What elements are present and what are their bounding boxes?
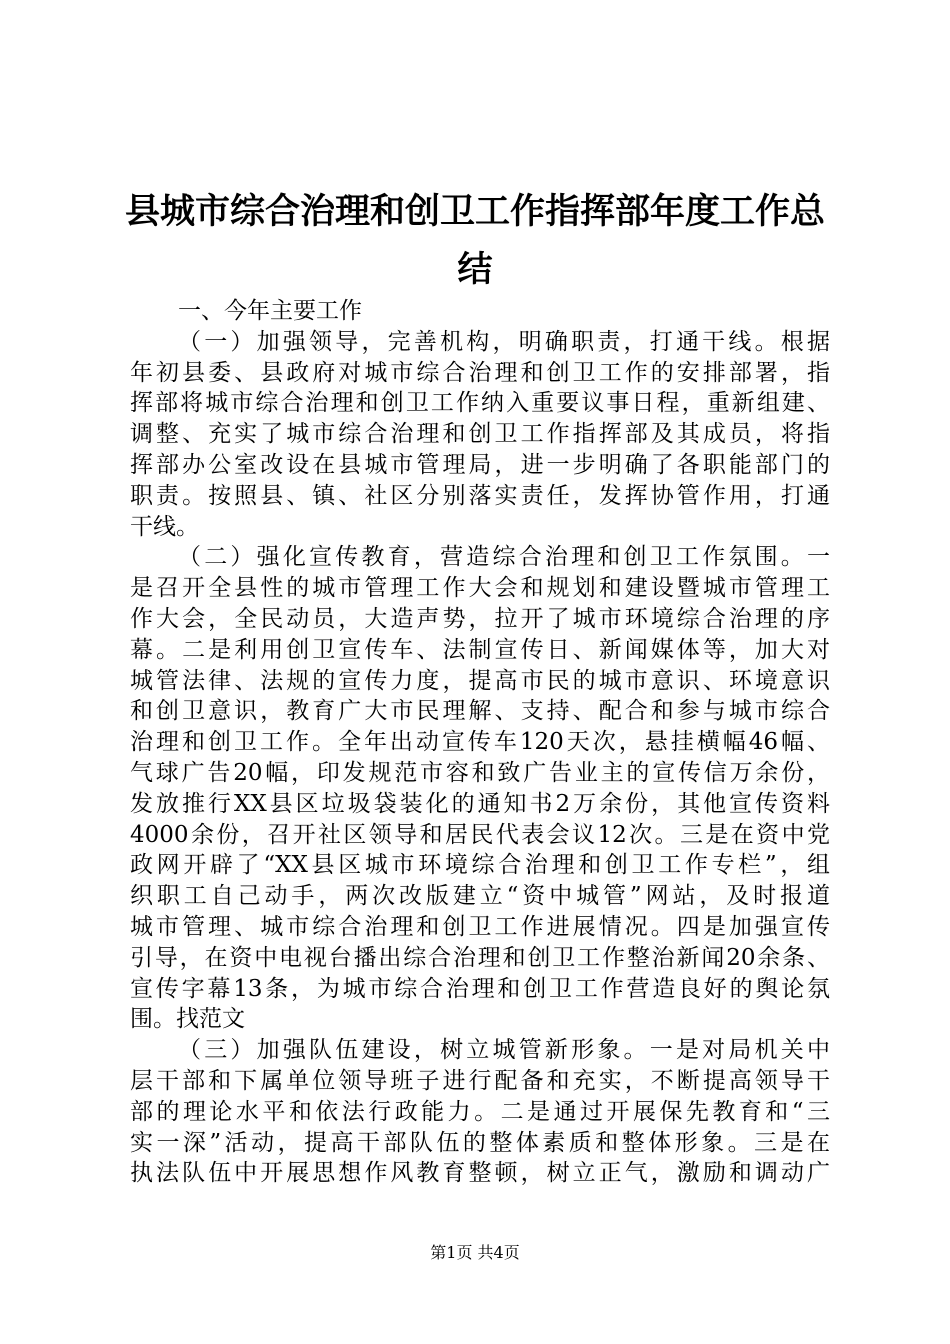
- paragraph-line: 部的理论水平和依法行政能力。二是通过开展保先教育和“三: [130, 1098, 830, 1125]
- paragraph-line: 挥部将城市综合治理和创卫工作纳入重要议事日程，重新组建、: [130, 390, 830, 417]
- document-title-line-2: 结: [457, 249, 493, 290]
- page-footer: 第1页 共4页: [430, 1243, 520, 1262]
- paragraph-line: （三）加强队伍建设，树立城管新形象。一是对局机关中: [178, 1037, 830, 1064]
- paragraph-line: 政网开辟了“XX县区城市环境综合治理和创卫工作专栏”，组: [130, 852, 830, 879]
- paragraph-line: 围。找范文: [130, 1006, 245, 1033]
- paragraph-line: 挥部办公室改设在县城市管理局，进一步明确了各职能部门的: [130, 451, 830, 478]
- paragraph-line: 气球广告20幅，印发规范市容和致广告业主的宣传信万余份，: [130, 759, 830, 786]
- paragraph-line: 治理和创卫工作。全年出动宣传车120天次，悬挂横幅46幅、: [130, 729, 830, 756]
- paragraph-line: 织职工自己动手，两次改版建立“资中城管”网站，及时报道: [130, 883, 830, 910]
- paragraph-line: 层干部和下属单位领导班子进行配备和充实，不断提高领导干: [130, 1067, 830, 1094]
- paragraph-line: 实一深”活动，提高干部队伍的整体素质和整体形象。三是在: [130, 1129, 830, 1156]
- paragraph-line: 城市管理、城市综合治理和创卫工作进展情况。四是加强宣传: [130, 913, 830, 940]
- paragraph-line: 年初县委、县政府对城市综合治理和创卫工作的安排部署，指: [130, 359, 830, 386]
- paragraph-line: 和创卫意识，教育广大市民理解、支持、配合和参与城市综合: [130, 698, 830, 725]
- paragraph-line: （一）加强领导，完善机构，明确职责，打通干线。根据: [178, 328, 830, 355]
- paragraph-line: 作大会，全民动员，大造声势，拉开了城市环境综合治理的序: [130, 605, 830, 632]
- document-title-line-1: 县城市综合治理和创卫工作指挥部年度工作总: [124, 191, 825, 232]
- paragraph-line: 发放推行XX县区垃圾袋装化的通知书2万余份，其他宣传资料: [130, 790, 830, 817]
- paragraph-line: 是召开全县性的城市管理工作大会和规划和建设暨城市管理工: [130, 575, 830, 602]
- paragraph-line: 干线。: [130, 513, 199, 540]
- paragraph-line: 调整、充实了城市综合治理和创卫工作指挥部及其成员，将指: [130, 421, 830, 448]
- paragraph-line: 城管法律、法规的宣传力度，提高市民的城市意识、环境意识: [130, 667, 830, 694]
- paragraph-line: 幕。二是利用创卫宣传车、法制宣传日、新闻媒体等，加大对: [130, 636, 830, 663]
- paragraph-line: 执法队伍中开展思想作风教育整顿，树立正气，激励和调动广: [130, 1160, 830, 1187]
- paragraph-line: 宣传字幕13条，为城市综合治理和创卫工作营造良好的舆论氛: [130, 975, 830, 1002]
- paragraph-line: 引导，在资中电视台播出综合治理和创卫工作整治新闻20余条、: [130, 944, 830, 971]
- paragraph-line: 职责。按照县、镇、社区分别落实责任，发挥协管作用，打通: [130, 482, 830, 509]
- paragraph-line: 4000余份，召开社区领导和居民代表会议12次。三是在资中党: [130, 821, 830, 848]
- paragraph-line: （二）强化宣传教育，营造综合治理和创卫工作氛围。一: [178, 544, 830, 571]
- document-body: [130, 296, 830, 1189]
- section-heading: 一、今年主要工作: [178, 298, 362, 324]
